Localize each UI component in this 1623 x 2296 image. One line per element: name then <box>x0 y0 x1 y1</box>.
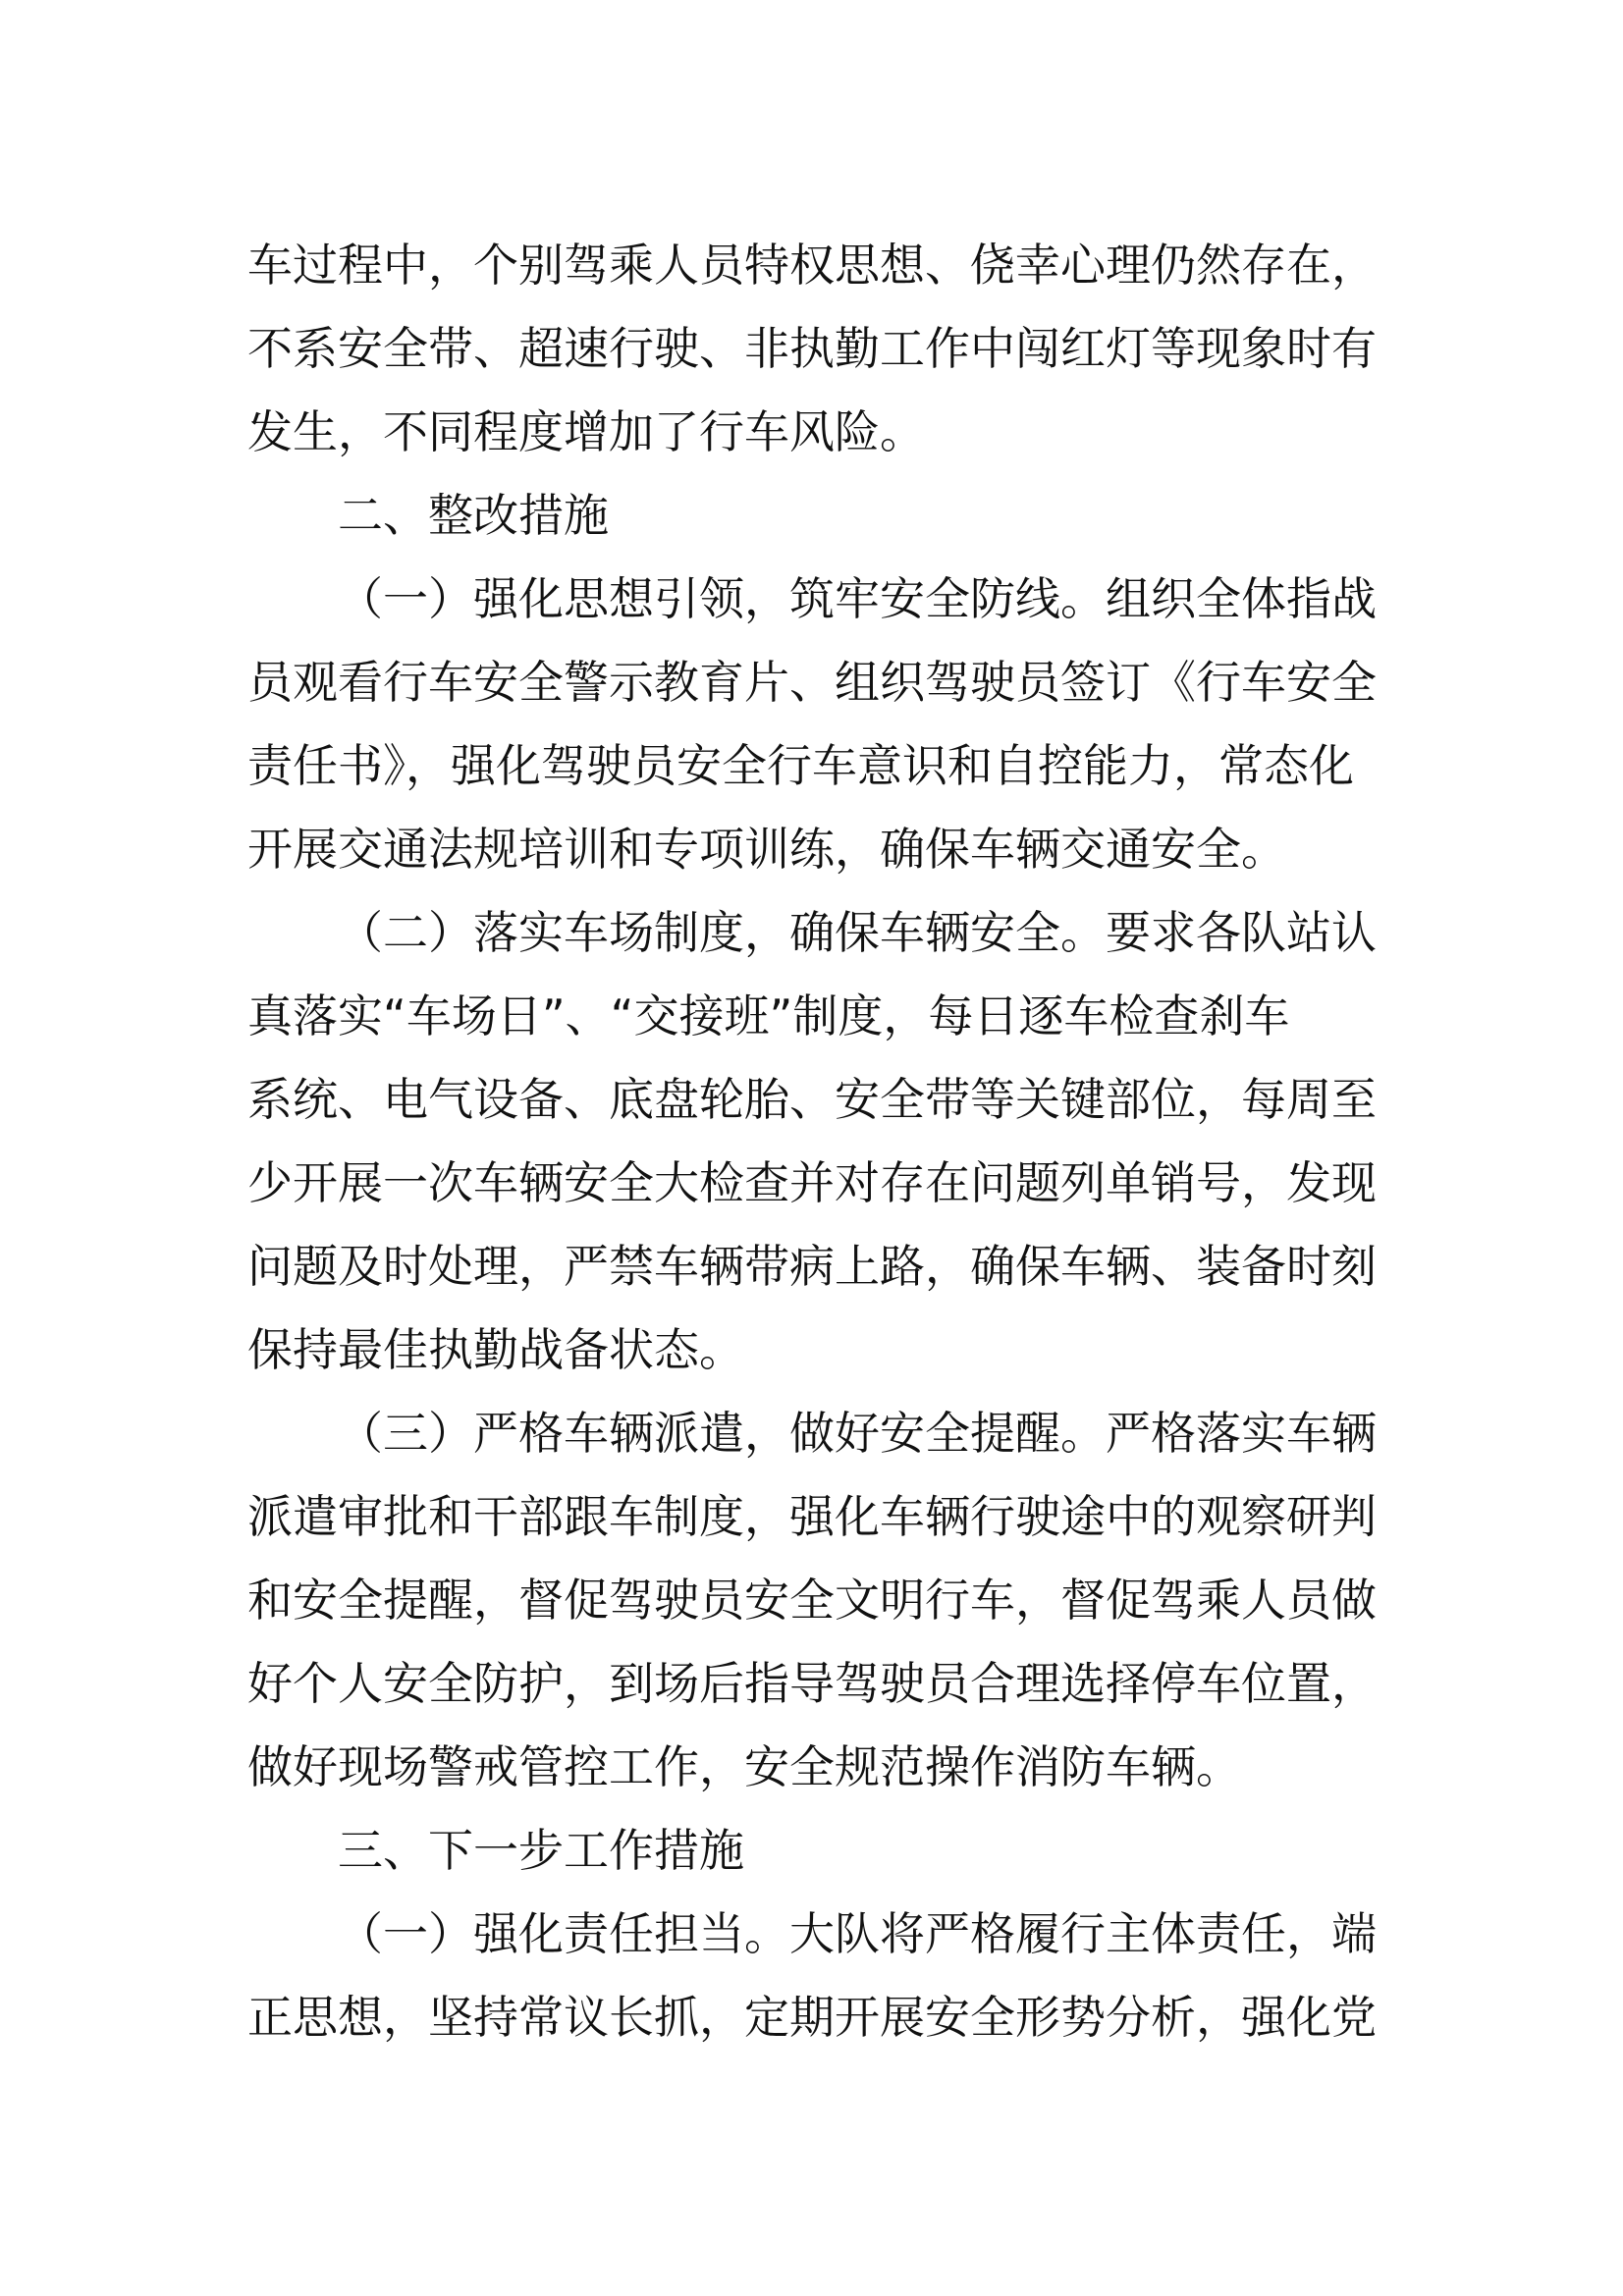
text-line: 好个人安全防护，到场后指导驾驶员合理选择停车位置， <box>247 1657 1377 1710</box>
paragraph-start: （一）强化责任担当。大队将严格履行主体责任，端 <box>338 1907 1377 1960</box>
text-line: 做好现场警戒管控工作，安全规范操作消防车辆。 <box>247 1740 1241 1793</box>
text-line: 系统、电气设备、底盘轮胎、安全带等关键部位，每周至 <box>247 1073 1377 1126</box>
text-line: 发生，不同程度增加了行车风险。 <box>247 405 925 458</box>
text-line: 问题及时处理，严禁车辆带病上路，确保车辆、装备时刻 <box>247 1240 1377 1293</box>
document-body <box>247 224 1396 2059</box>
paragraph-start: （三）严格车辆派遣，做好安全提醒。严格落实车辆 <box>338 1407 1377 1460</box>
text-line: 员观看行车安全警示教育片、组织驾驶员签订《行车安全 <box>247 656 1377 709</box>
text-line: 正思想，坚持常议长抓，定期开展安全形势分析，强化党 <box>247 1991 1377 2044</box>
text-line: 开展交通法规培训和专项训练，确保车辆交通安全。 <box>247 823 1286 876</box>
text-line: 保持最佳执勤战备状态。 <box>247 1323 744 1376</box>
text-line: 车过程中，个别驾乘人员特权思想、侥幸心理仍然存在， <box>247 239 1377 292</box>
text-line: 和安全提醒，督促驾驶员安全文明行车，督促驾乘人员做 <box>247 1574 1377 1627</box>
text-line: 责任书》，强化驾驶员安全行车意识和自控能力，常态化 <box>247 739 1354 792</box>
section-heading: 二、整改措施 <box>338 489 609 542</box>
text-line: 不系安全带、超速行驶、非执勤工作中闯红灯等现象时有 <box>247 322 1377 375</box>
section-heading: 三、下一步工作措施 <box>338 1824 744 1877</box>
paragraph-start: （一）强化思想引领，筑牢安全防线。组织全体指战 <box>338 572 1377 625</box>
text-line: 少开展一次车辆安全大检查并对存在问题列单销号，发现 <box>247 1156 1377 1209</box>
paragraph-start: （二）落实车场制度，确保车辆安全。要求各队站认 <box>338 906 1377 959</box>
text-line: 真落实“车场日”、“交接班”制度，每日逐车检查刹车 <box>247 989 1290 1042</box>
text-line: 派遣审批和干部跟车制度，强化车辆行驶途中的观察研判 <box>247 1490 1377 1543</box>
